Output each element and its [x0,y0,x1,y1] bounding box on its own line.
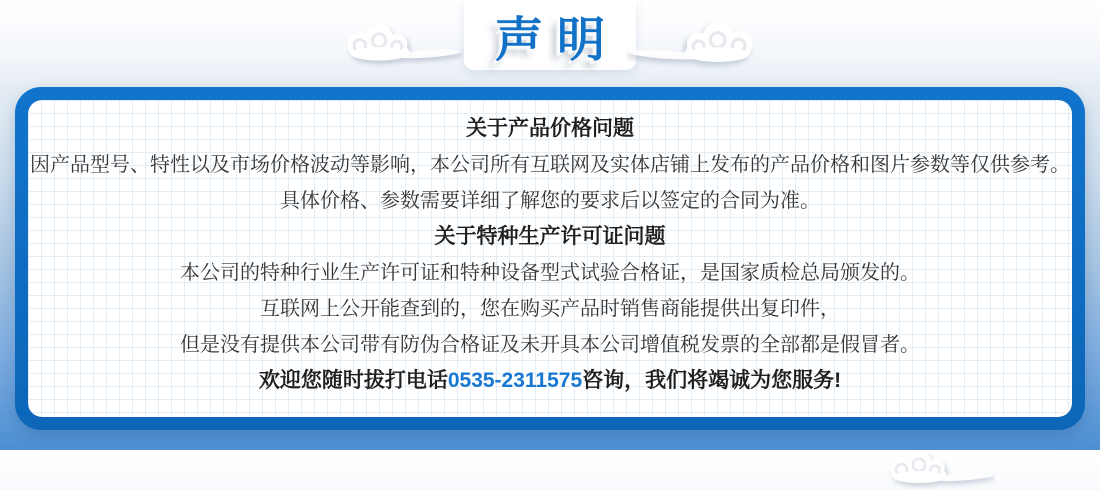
price-section-line-1: 因产品型号、特性以及市场价格波动等影响，本公司所有互联网及实体店铺上发布的产品价格和图片参数等仅供参考。 [30,154,1070,176]
license-section-line-1: 本公司的特种行业生产许可证和特种设备型式试验合格证，是国家质检总局颁发的。 [180,262,920,284]
statement-header [0,0,1100,87]
statement-card [15,87,1085,430]
content-panel [28,100,1072,417]
contact-line-suffix: 咨询，我们将竭诚为您服务! [582,369,842,392]
license-section-heading: 关于特种生产许可证问题 [434,225,666,248]
price-section-heading: 关于产品价格问题 [466,117,634,140]
statement-title: 声明 [494,13,619,67]
license-section-line-3: 但是没有提供本公司带有防伪合格证及未开具本公司增值税发票的全部都是假冒者。 [180,334,920,356]
cloud-bottom-icon [881,448,995,490]
price-section-line-2: 具体价格、参数需要详细了解您的要求后以签定的合同为准。 [280,190,820,212]
cloud-left-icon [337,22,463,68]
statement-title-box [464,0,636,70]
contact-line [28,363,1072,399]
cloud-right-icon [626,20,764,70]
phone-number: 0535-2311575 [447,369,583,392]
contact-line-prefix: 欢迎您随时拔打电话 [258,369,448,392]
license-section-line-2: 互联网上公开能查到的，您在购买产品时销售商能提供出复印件， [260,298,840,320]
